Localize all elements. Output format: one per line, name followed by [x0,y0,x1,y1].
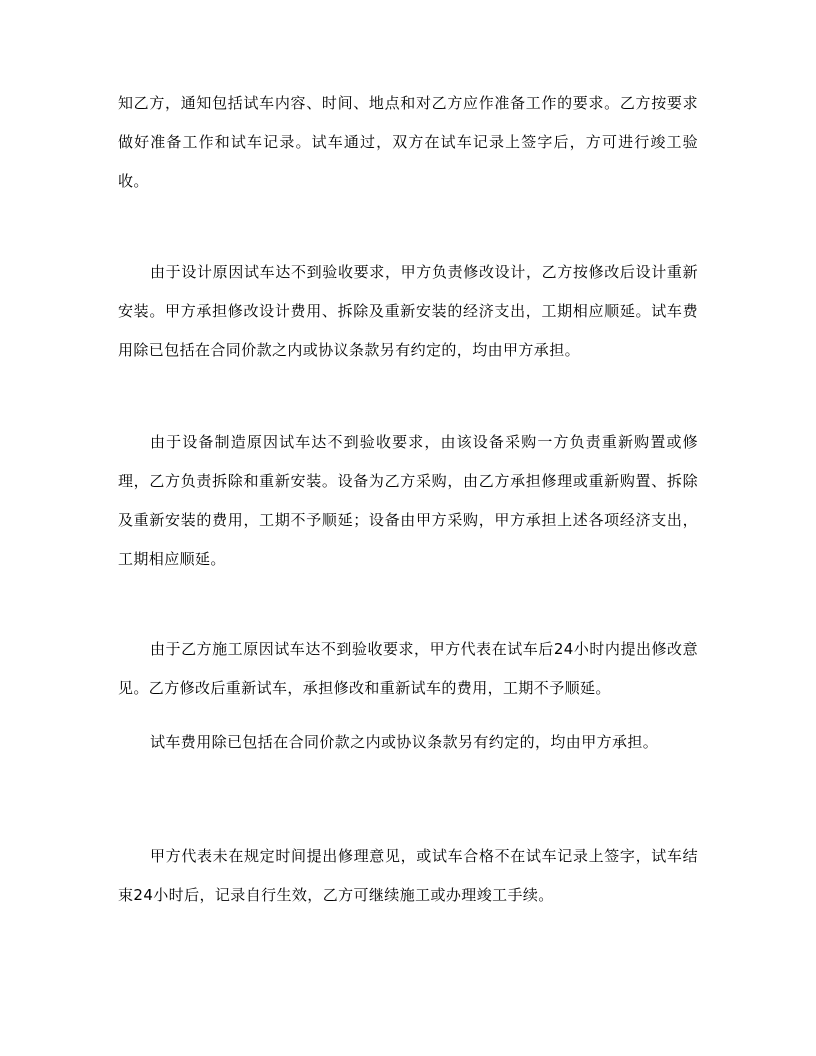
paragraph-trial-cost: 试车费用除已包括在合同价款之内或协议条款另有约定的，均由甲方承担。 [150,733,659,751]
paragraph-signature-timeout: 甲方代表未在规定时间提出修理意见，或试车合格不在试车记录上签字，试车结束24小时后，记录自行生效，乙方可继续施工或办理竣工手续。 [118,847,698,904]
paragraph-equipment-cause: 由于设备制造原因试车达不到验收要求，由该设备采购一方负责重新购置或修理，乙方负责拆除和重新安装。设备为乙方采购，由乙方承担修理或重新购置、拆除及重新安装的费用，工期不予顺延；设备由甲方采购，甲方承担上述各项经济支出，工期相应顺延。 [118,433,698,568]
paragraph-trial-notice: 知乙方，通知包括试车内容、时间、地点和对乙方应作准备工作的要求。乙方按要求做好准备工作和试车记录。试车通过，双方在试车记录上签字后，方可进行竣工验收。 [118,94,698,190]
paragraph-construction-cause: 由于乙方施工原因试车达不到验收要求，甲方代表在试车后24小时内提出修改意见。乙方修改后重新试车，承担修改和重新试车的费用，工期不予顺延。 [118,640,698,697]
paragraph-design-cause: 由于设计原因试车达不到验收要求，甲方负责修改设计，乙方按修改后设计重新安装。甲方承担修改设计费用、拆除及重新安装的经济支出，工期相应顺延。试车费用除已包括在合同价款之内或协议条款另有约定的，均由甲方承担。 [118,263,698,359]
